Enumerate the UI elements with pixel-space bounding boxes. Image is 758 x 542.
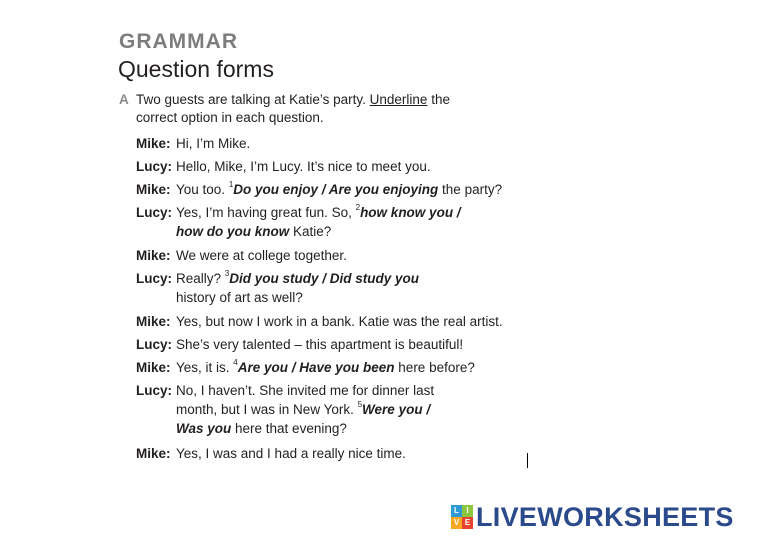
dialogue-text bbox=[136, 246, 506, 265]
question-number: 3 bbox=[224, 269, 230, 278]
answer-options[interactable]: Are you / Have you been bbox=[237, 360, 395, 375]
dialogue-text-part: Katie? bbox=[289, 224, 332, 239]
dialogue-line bbox=[136, 180, 506, 199]
answer-options[interactable]: Were you / Was you bbox=[176, 402, 431, 436]
dialogue-text bbox=[136, 134, 506, 153]
speaker-name: Lucy: bbox=[136, 205, 173, 220]
speaker-name: Mike: bbox=[136, 446, 171, 461]
speaker-name: Lucy: bbox=[136, 159, 173, 174]
dialogue-text-part: here that evening? bbox=[231, 421, 347, 436]
speaker-name: Lucy: bbox=[136, 337, 173, 352]
answer-options[interactable]: Do you enjoy / Are you enjoying bbox=[233, 182, 439, 197]
exercise-instruction bbox=[119, 91, 499, 127]
logo-icon bbox=[451, 505, 473, 529]
dialogue-text bbox=[136, 444, 506, 463]
dialogue-line bbox=[136, 246, 506, 265]
dialogue-text-part: here before? bbox=[394, 360, 475, 375]
dialogue-text-part: Yes, it is. bbox=[176, 360, 234, 375]
question-number: 5 bbox=[357, 400, 363, 409]
dialogue-text-part: You too. bbox=[176, 182, 229, 197]
dialogue-text bbox=[136, 180, 506, 199]
dialogue-text-part: We were at college together. bbox=[176, 248, 347, 263]
speaker-name: Lucy: bbox=[136, 383, 173, 398]
question-number: 2 bbox=[355, 203, 361, 212]
dialogue-text-part: history of art as well? bbox=[176, 290, 303, 305]
dialogue-text bbox=[136, 157, 506, 176]
instruction-text-before: Two guests are talking at Katie’s party. bbox=[136, 92, 366, 107]
dialogue-line bbox=[136, 157, 506, 176]
question-number: 4 bbox=[233, 358, 238, 367]
underline-word: Underline bbox=[369, 92, 428, 107]
dialogue-line bbox=[136, 358, 506, 377]
dialogue-text-part: She’s very talented – this apartment is beautiful! bbox=[176, 337, 464, 352]
page-title: Question forms bbox=[118, 56, 274, 82]
exercise-letter: A bbox=[119, 92, 129, 107]
answer-options[interactable]: how know you / how do you know bbox=[176, 205, 461, 239]
text-cursor bbox=[527, 453, 528, 468]
logo-icon-letter-v: V bbox=[451, 517, 462, 529]
dialogue-text bbox=[136, 335, 506, 354]
dialogue-line bbox=[136, 203, 461, 241]
dialogue-text bbox=[136, 358, 506, 377]
speaker-name: Mike: bbox=[136, 248, 171, 263]
logo-icon-letter-l: L bbox=[451, 505, 462, 517]
dialogue-text bbox=[136, 269, 441, 307]
dialogue-line bbox=[136, 444, 506, 463]
dialogue-text-part: the party? bbox=[438, 182, 503, 197]
dialogue-text-part: Yes, but now I work in a bank. Katie was the real artist. bbox=[176, 314, 503, 329]
dialogue-line bbox=[136, 381, 441, 438]
section-label: GRAMMAR bbox=[119, 30, 238, 53]
dialogue-text-part: Really? bbox=[176, 271, 225, 286]
instruction-line-2: correct option in each question. bbox=[136, 110, 324, 125]
dialogue-text-part: Hello, Mike, I’m Lucy. It’s nice to meet you. bbox=[176, 159, 431, 174]
dialogue-text-part: Hi, I’m Mike. bbox=[176, 136, 251, 151]
logo-icon-letter-i: I bbox=[462, 505, 473, 517]
dialogue-text bbox=[136, 381, 441, 438]
dialogue-text-part: No, I haven’t. She invited me for dinner last month, but I was in New York. bbox=[176, 383, 435, 417]
logo-text: LIVEWORKSHEETS bbox=[476, 501, 734, 532]
dialogue-text-part: Yes, I was and I had a really nice time. bbox=[176, 446, 406, 461]
speaker-name: Mike: bbox=[136, 360, 171, 375]
liveworksheets-logo bbox=[451, 503, 734, 531]
dialogue-line bbox=[136, 312, 506, 331]
dialogue-line bbox=[136, 269, 441, 307]
speaker-name: Lucy: bbox=[136, 271, 173, 286]
speaker-name: Mike: bbox=[136, 314, 171, 329]
dialogue-text-part: Yes, I’m having great fun. So, bbox=[176, 205, 356, 220]
dialogue-line bbox=[136, 335, 506, 354]
dialogue-text bbox=[136, 312, 506, 331]
question-number: 1 bbox=[228, 180, 234, 189]
dialogue-line bbox=[136, 134, 506, 153]
dialogue-text bbox=[136, 203, 461, 241]
speaker-name: Mike: bbox=[136, 136, 171, 151]
answer-options[interactable]: Did you study / Did study you bbox=[229, 271, 419, 286]
speaker-name: Mike: bbox=[136, 182, 171, 197]
logo-icon-letter-e: E bbox=[462, 517, 473, 529]
instruction-text-after: the bbox=[431, 92, 450, 107]
